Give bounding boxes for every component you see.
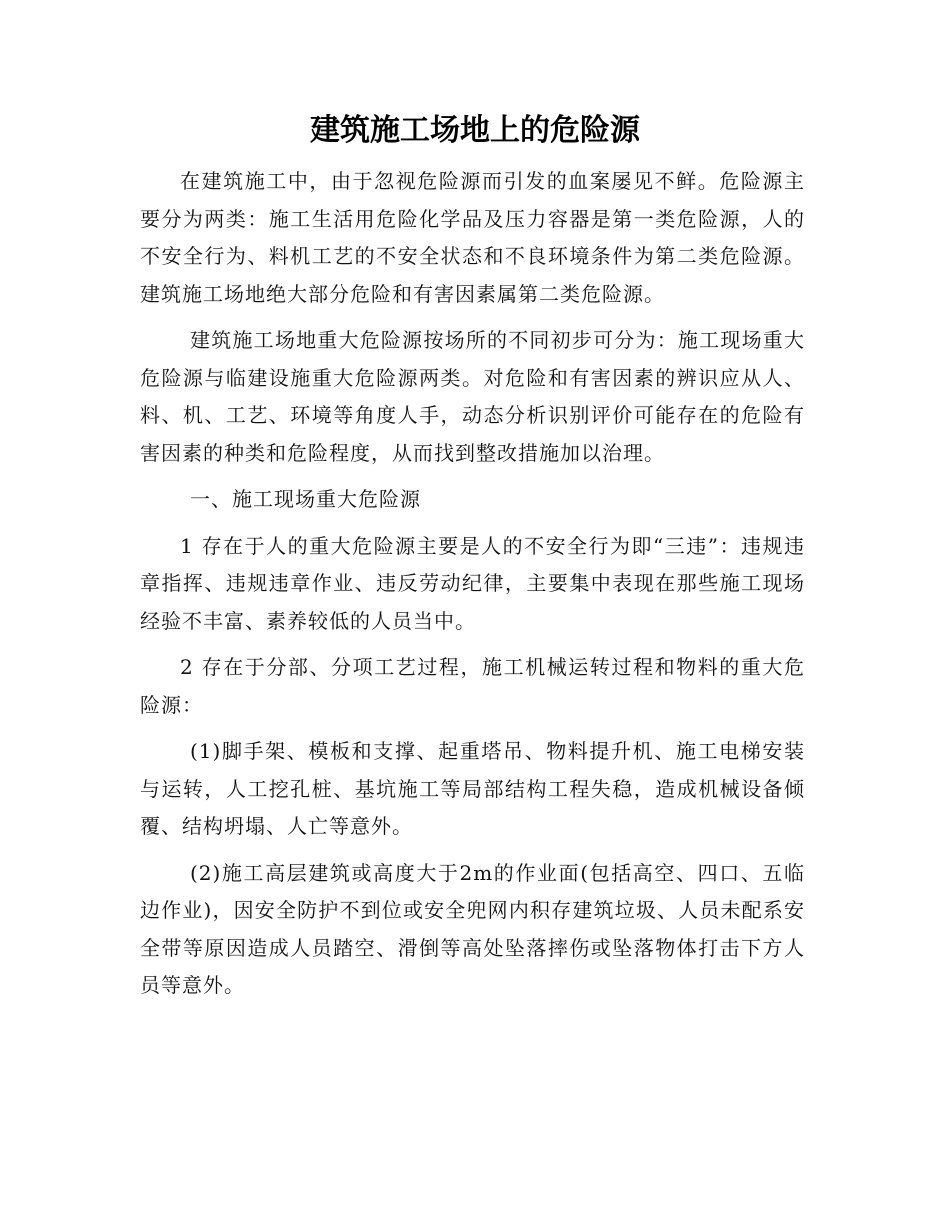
section-heading-site-hazards: 一、施工现场重大危险源 [190, 487, 421, 511]
document-title: 建筑施工场地上的危险源 [310, 113, 640, 148]
paragraph-item-1: 1 存在于人的重大危险源主要是人的不安全行为即“三违”：违规违章指挥、违规违章作业、违反劳动纪律，主要集中表现在那些施工现场经验不丰富、素养较低的人员当中。 [140, 533, 805, 633]
paragraph-subitem-2: (2)施工高层建筑或高度大于2m的作业面(包括高空、四口、五临边作业)，因安全防护不到位或安全兜网内积存建筑垃圾、人员未配系安全带等原因造成人员踏空、滑倒等高处坠落摔伤或坠落物体打击下方人员等意外。 [140, 860, 805, 997]
document-body [140, 163, 805, 1005]
paragraph-item-2: 2 存在于分部、分项工艺过程，施工机械运转过程和物料的重大危险源： [140, 655, 805, 717]
paragraph-classification: 建筑施工场地重大危险源按场所的不同初步可分为：施工现场重大危险源与临建设施重大危险源两类。对危险和有害因素的辨识应从人、料、机、工艺、环境等角度人手，动态分析识别评价可能存在的危险有害因素的种类和危险程度，从而找到整改措施加以治理。 [140, 328, 805, 465]
paragraph-subitem-1: (1)脚手架、模板和支撑、起重塔吊、物料提升机、施工电梯安装与运转，人工挖孔桩、基坑施工等局部结构工程失稳，造成机械设备倾覆、结构坍塌、人亡等意外。 [140, 739, 805, 838]
paragraph-intro: 在建筑施工中，由于忽视危险源而引发的血案屡见不鲜。危险源主要分为两类：施工生活用危险化学品及压力容器是第一类危险源，人的不安全行为、料机工艺的不安全状态和不良环境条件为第二类危险源。建筑施工场地绝大部分危险和有害因素属第二类危险源。 [140, 169, 805, 306]
